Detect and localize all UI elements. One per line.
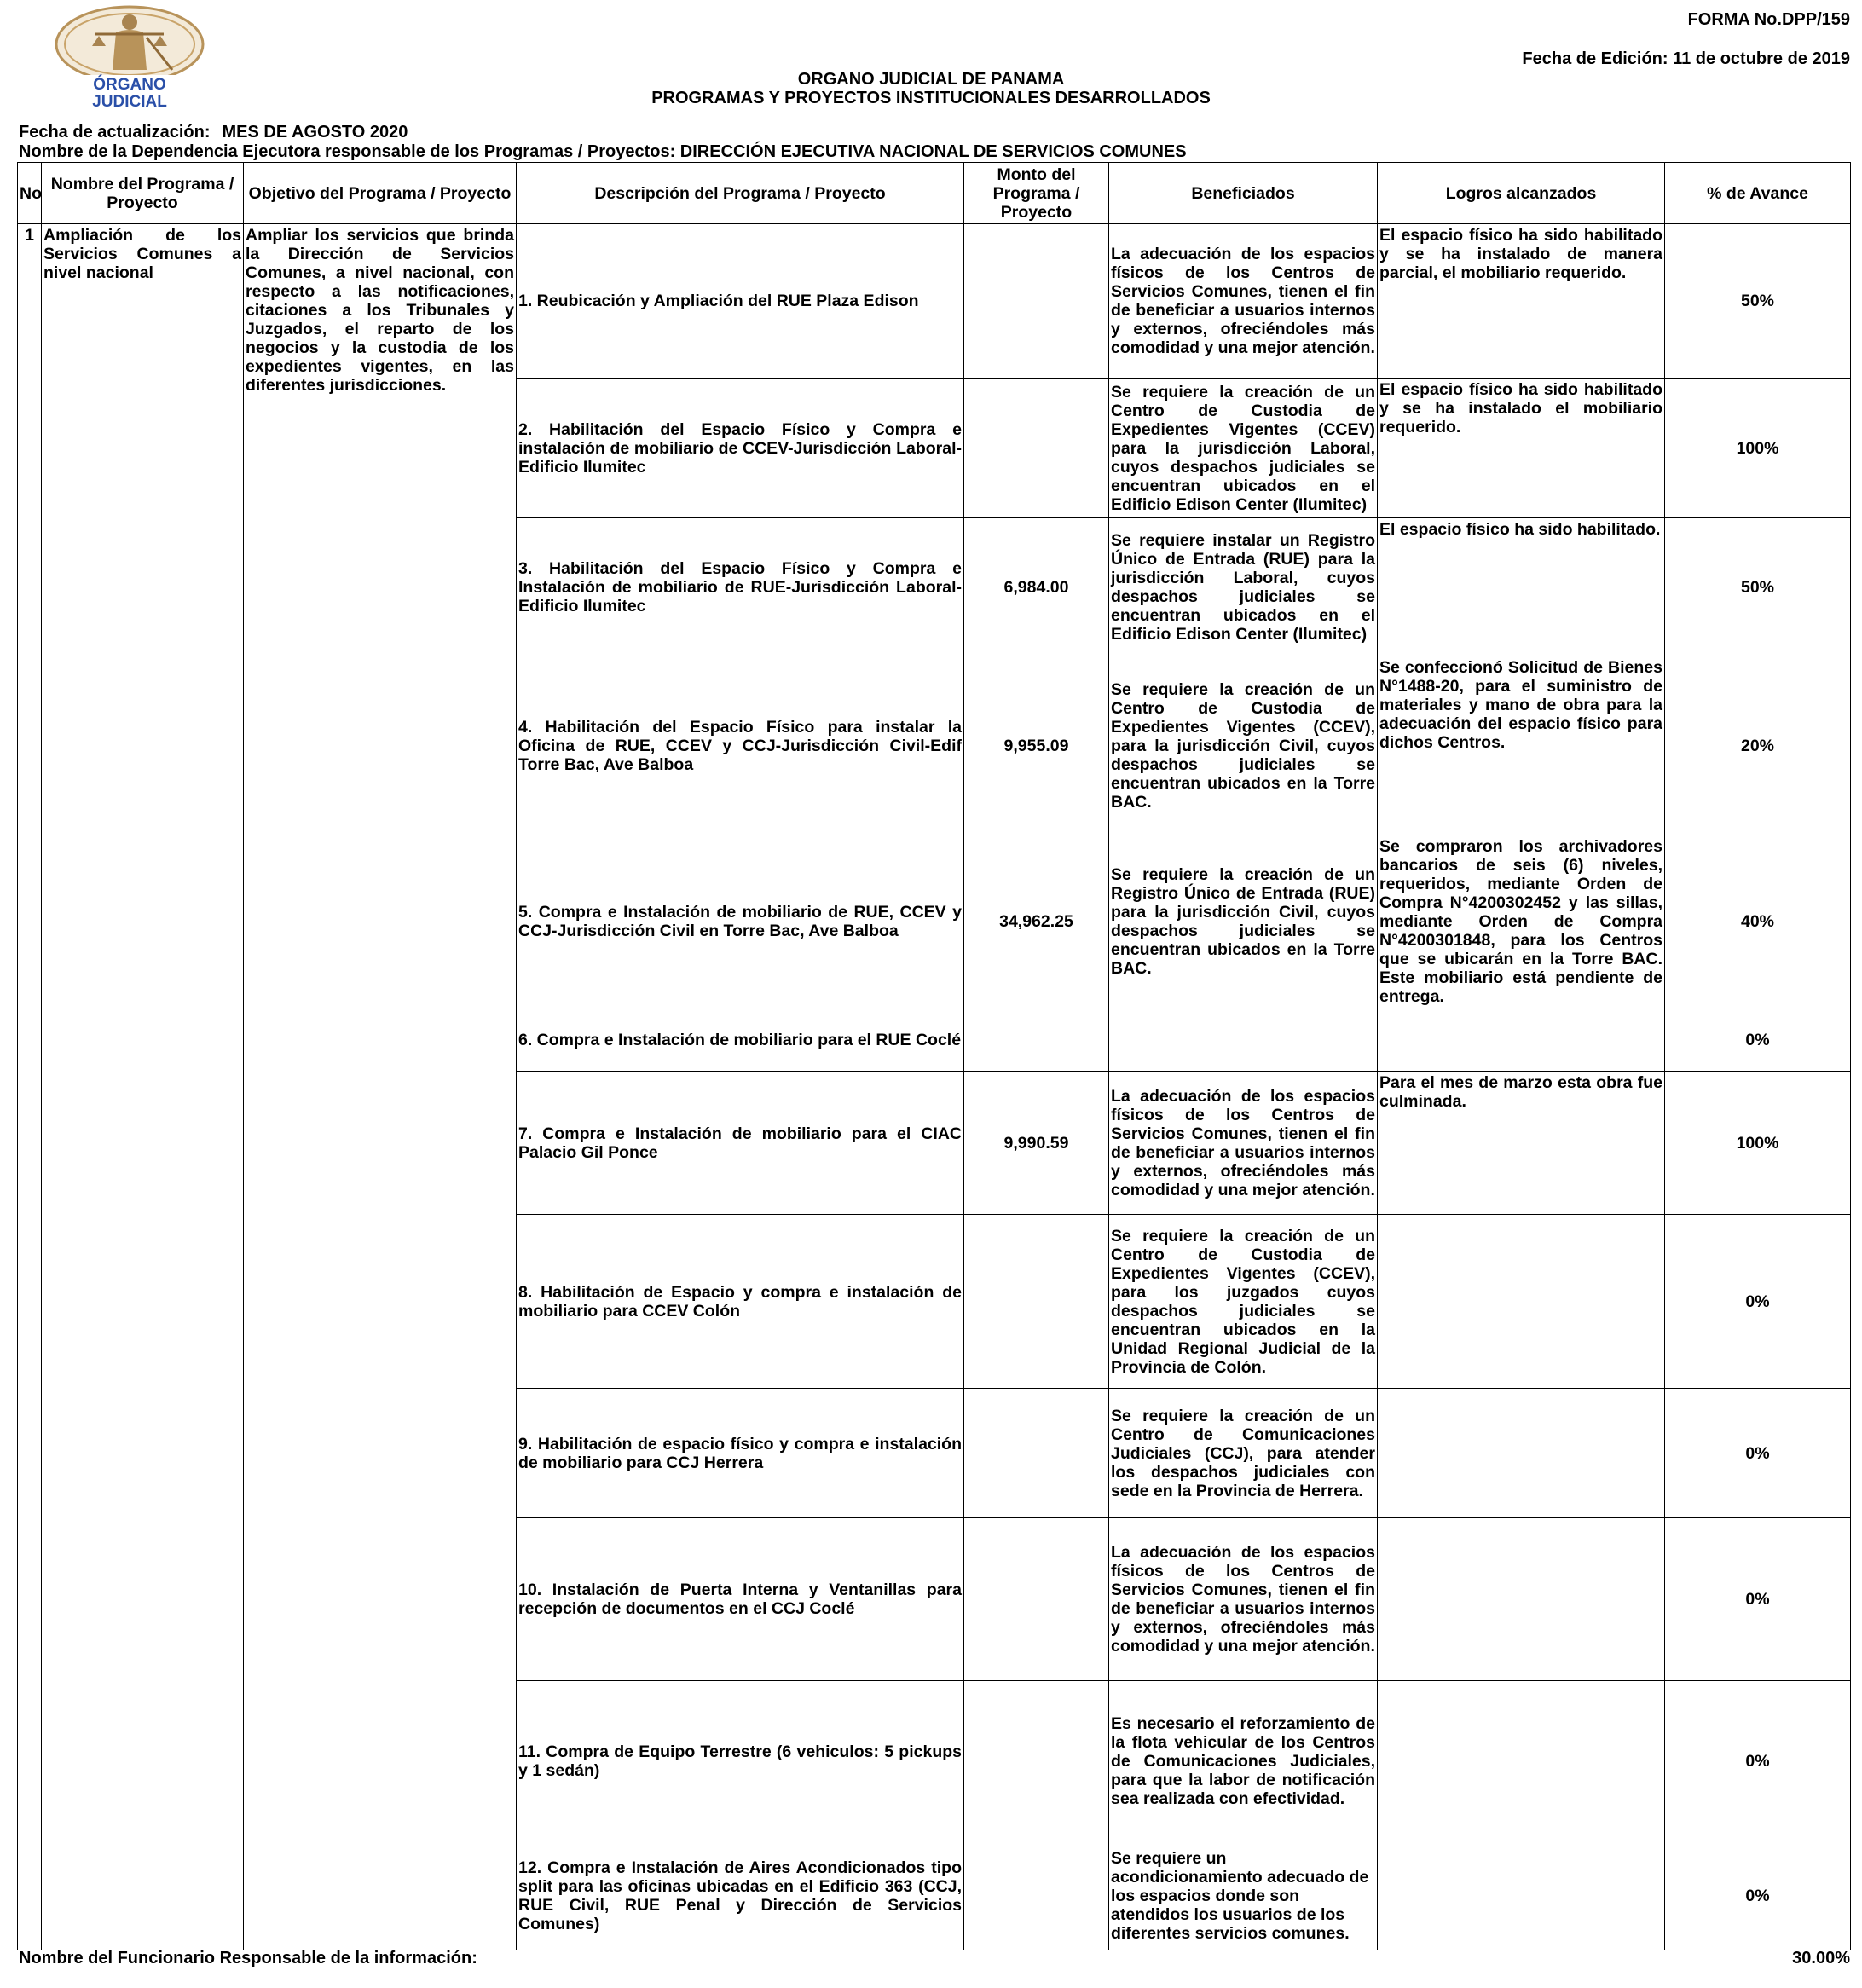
beneficiados-cell <box>1109 1008 1378 1072</box>
descripcion-cell: 5. Compra e Instalación de mobiliario de RUE, CCEV y CCJ-Jurisdicción Civil en Torre Bac, Ave Balboa <box>517 835 964 1008</box>
avance-cell: 100% <box>1665 379 1851 518</box>
logros-cell: El espacio físico ha sido habilitado y se ha instalado de manera parcial, el mobiliario requerido. <box>1378 224 1665 379</box>
avance-cell: 40% <box>1665 835 1851 1008</box>
logros-cell <box>1378 1215 1665 1389</box>
program-no: 1 <box>18 224 42 1950</box>
monto-cell <box>964 1215 1109 1389</box>
logros-cell: El espacio físico ha sido habilitado y se ha instalado el mobiliario requerido. <box>1378 379 1665 518</box>
table-header-row <box>18 163 1851 224</box>
funcionario-responsable: Nombre del Funcionario Responsable de la información: <box>19 1949 477 1968</box>
beneficiados-cell: Se requiere la creación de un Centro de Custodia de Expedientes Vigentes (CCEV), para los juzgados cuyos despachos judiciales se encuentran ubicados en la Unidad Regional Judicial de la Provincia de Colón. <box>1109 1215 1378 1389</box>
monto-cell: 34,962.25 <box>964 835 1109 1008</box>
logros-cell: El espacio físico ha sido habilitado. <box>1378 518 1665 656</box>
monto-cell <box>964 1389 1109 1518</box>
monto-cell <box>964 1681 1109 1841</box>
program-objetivo: Ampliar los servicios que brinda la Dirección de Servicios Comunes, a nivel nacional, con respecto a las notificaciones, citaciones a los Tribunales y Juzgados, el reparto de los negocios y la custodia de los expedientes vigentes, en las diferentes jurisdicciones. <box>244 224 517 1950</box>
descripcion-cell: 2. Habilitación del Espacio Físico y Compra e instalación de mobiliario de CCEV-Jurisdicción Laboral-Edificio Ilumitec <box>517 379 964 518</box>
svg-text:ÓRGANO: ÓRGANO <box>93 76 166 94</box>
col-descripcion: Descripción del Programa / Proyecto <box>517 163 964 224</box>
avance-cell: 100% <box>1665 1072 1851 1215</box>
logros-cell <box>1378 1681 1665 1841</box>
logros-cell <box>1378 1518 1665 1681</box>
monto-cell <box>964 224 1109 379</box>
fecha-edicion: Fecha de Edición: 11 de octubre de 2019 <box>1522 49 1850 68</box>
beneficiados-cell: Se requiere la creación de un Registro Único de Entrada (RUE) para la jurisdicción Civil, cuyos despachos judiciales se encuentran ubicados en la Torre BAC. <box>1109 835 1378 1008</box>
descripcion-cell: 12. Compra e Instalación de Aires Acondicionados tipo split para las oficinas ubicadas en el Edificio 363 (CCJ, RUE Civil, RUE Penal y Dirección de Servicios Comunes) <box>517 1841 964 1950</box>
monto-cell <box>964 379 1109 518</box>
total-avance: 30.00% <box>1792 1949 1850 1968</box>
logros-cell: Se confeccionó Solicitud de Bienes N°1488-20, para el suministro de materiales y mano de obra para la adecuación del espacio físico para dichos Centros. <box>1378 656 1665 835</box>
descripcion-cell: 9. Habilitación de espacio físico y compra e instalación de mobiliario para CCJ Herrera <box>517 1389 964 1518</box>
fecha-act-label: Fecha de actualización: <box>19 123 211 142</box>
beneficiados-cell: La adecuación de los espacios físicos de los Centros de Servicios Comunes, tienen el fin de beneficiar a usuarios internos y externos, ofreciéndoles más comodidad y una mejor atención. <box>1109 224 1378 379</box>
program-nombre: Ampliación de los Servicios Comunes a nivel nacional <box>42 224 244 1950</box>
forma-number: FORMA No.DPP/159 <box>1687 10 1850 29</box>
avance-cell: 0% <box>1665 1215 1851 1389</box>
descripcion-cell: 8. Habilitación de Espacio y compra e instalación de mobiliario para CCEV Colón <box>517 1215 964 1389</box>
table-row <box>18 224 1851 379</box>
logros-cell <box>1378 1389 1665 1518</box>
fecha-actualizacion <box>19 123 408 142</box>
monto-cell <box>964 1518 1109 1681</box>
monto-cell <box>964 1841 1109 1950</box>
beneficiados-cell: Es necesario el reforzamiento de la flota vehicular de los Centros de Comunicaciones Judiciales, para que la labor de notificación sea realizada con efectividad. <box>1109 1681 1378 1841</box>
page-subtitle: PROGRAMAS Y PROYECTOS INSTITUCIONALES DESARROLLADOS <box>651 89 1211 107</box>
monto-cell: 6,984.00 <box>964 518 1109 656</box>
avance-cell: 0% <box>1665 1389 1851 1518</box>
beneficiados-cell: Se requiere la creación de un Centro de Custodia de Expedientes Vigentes (CCEV) para la jurisdicción Laboral, cuyos despachos judiciales se encuentran ubicados en el Edificio Edison Center (Ilumitec) <box>1109 379 1378 518</box>
col-avance: % de Avance <box>1665 163 1851 224</box>
logros-cell: Se compraron los archivadores bancarios de seis (6) niveles, requeridos, mediante Orden de Compra N°4200302452 y las sillas, mediante Orden de Compra N°4200301848, para los Centros que se ubicarán en la Torre BAC. Este mobiliario está pendiente de entrega. <box>1378 835 1665 1008</box>
avance-cell: 50% <box>1665 518 1851 656</box>
dependencia: Nombre de la Dependencia Ejecutora responsable de los Programas / Proyectos: DIRECCIÓN EJECUTIVA NACIONAL DE SERVICIOS COMUNES <box>19 142 1187 161</box>
beneficiados-cell: La adecuación de los espacios físicos de los Centros de Servicios Comunes, tienen el fin de beneficiar a usuarios internos y externos, ofreciéndoles más comodidad y una mejor atención. <box>1109 1518 1378 1681</box>
page-title: ORGANO JUDICIAL DE PANAMA <box>797 70 1065 89</box>
fecha-act-value: MES DE AGOSTO 2020 <box>222 123 408 142</box>
monto-cell <box>964 1008 1109 1072</box>
logros-cell <box>1378 1841 1665 1950</box>
avance-cell: 0% <box>1665 1681 1851 1841</box>
avance-cell: 20% <box>1665 656 1851 835</box>
descripcion-cell: 1. Reubicación y Ampliación del RUE Plaza Edison <box>517 224 964 379</box>
beneficiados-cell: Se requiere un acondicionamiento adecuado de los espacios donde son atendidos los usuarios de los diferentes servicios comunes. <box>1109 1841 1378 1950</box>
beneficiados-cell: Se requiere la creación de un Centro de Custodia de Expedientes Vigentes (CCEV), para la jurisdicción Civil, cuyos despachos judiciales se encuentran ubicados en la Torre BAC. <box>1109 656 1378 835</box>
descripcion-cell: 11. Compra de Equipo Terrestre (6 vehiculos: 5 pickups y 1 sedán) <box>517 1681 964 1841</box>
avance-cell: 0% <box>1665 1518 1851 1681</box>
avance-cell: 50% <box>1665 224 1851 379</box>
avance-cell: 0% <box>1665 1841 1851 1950</box>
descripcion-cell: 3. Habilitación del Espacio Físico y Compra e Instalación de mobiliario de RUE-Jurisdicción Laboral-Edificio Ilumitec <box>517 518 964 656</box>
col-no: No <box>18 163 42 224</box>
beneficiados-cell: Se requiere la creación de un Centro de Comunicaciones Judiciales (CCJ), para atender los despachos judiciales con sede en la Provincia de Herrera. <box>1109 1389 1378 1518</box>
col-monto: Monto del Programa / Proyecto <box>964 163 1109 224</box>
col-nombre: Nombre del Programa / Proyecto <box>42 163 244 224</box>
beneficiados-cell: Se requiere instalar un Registro Único de Entrada (RUE) para la jurisdicción Laboral, cuyos despachos judiciales se encuentran ubicados en el Edificio Edison Center (Ilumitec) <box>1109 518 1378 656</box>
beneficiados-cell: La adecuación de los espacios físicos de los Centros de Servicios Comunes, tienen el fin de beneficiar a usuarios internos y externos, ofreciéndoles más comodidad y una mejor atención. <box>1109 1072 1378 1215</box>
avance-cell: 0% <box>1665 1008 1851 1072</box>
monto-cell: 9,990.59 <box>964 1072 1109 1215</box>
col-logros: Logros alcanzados <box>1378 163 1665 224</box>
svg-text:JUDICIAL: JUDICIAL <box>92 93 167 109</box>
descripcion-cell: 7. Compra e Instalación de mobiliario para el CIAC Palacio Gil Ponce <box>517 1072 964 1215</box>
logros-cell <box>1378 1008 1665 1072</box>
logros-cell: Para el mes de marzo esta obra fue culminada. <box>1378 1072 1665 1215</box>
monto-cell: 9,955.09 <box>964 656 1109 835</box>
descripcion-cell: 4. Habilitación del Espacio Físico para instalar la Oficina de RUE, CCEV y CCJ-Jurisdicción Civil-Edif Torre Bac, Ave Balboa <box>517 656 964 835</box>
col-objetivo: Objetivo del Programa / Proyecto <box>244 163 517 224</box>
programas-table <box>17 162 1851 1950</box>
descripcion-cell: 10. Instalación de Puerta Interna y Ventanillas para recepción de documentos en el CCJ Coclé <box>517 1518 964 1681</box>
col-beneficiados: Beneficiados <box>1109 163 1378 224</box>
descripcion-cell: 6. Compra e Instalación de mobiliario para el RUE Coclé <box>517 1008 964 1072</box>
